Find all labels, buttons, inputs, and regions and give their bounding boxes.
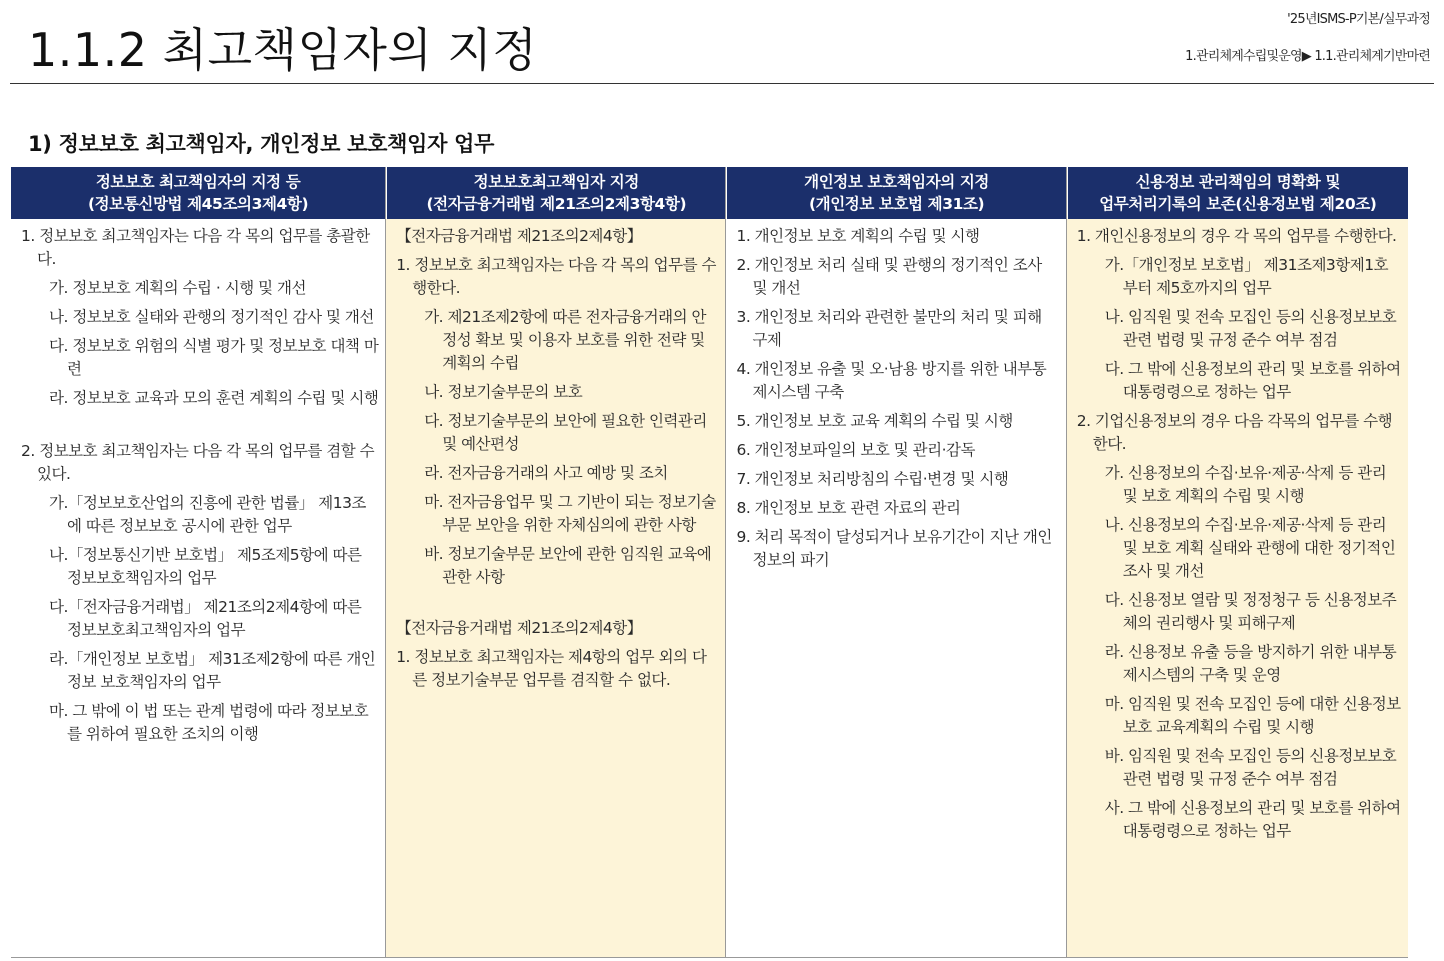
- course-label: '25년ISMS-P기본/실무과정: [1287, 12, 1430, 27]
- column-header: [386, 167, 725, 219]
- column-cpo-privacy-act: [725, 167, 1065, 957]
- sub-list-item: 가. 제21조제2항에 따른 전자금융거래의 안정성 확보 및 이용자 보호를 위한 전략 및 계획의 수립: [424, 308, 706, 372]
- law-reference: 【전자금융거래법 제21조의2제4항】: [396, 619, 642, 637]
- column-credit-info-act: [1066, 167, 1408, 957]
- sub-list-item: 마. 전자금융업무 및 그 기반이 되는 정보기술부문 보안을 위한 자체심의에 관한 사항: [424, 493, 716, 534]
- column-header-line: 정보보호 최고책임자의 지정 등: [95, 173, 301, 191]
- sub-list-item: 나. 정보보호 실태와 관행의 정기적인 감사 및 개선: [49, 308, 374, 326]
- sub-list-item: 나.「정보통신기반 보호법」 제5조제5항에 따른 정보보호책임자의 업무: [49, 546, 362, 587]
- spacer: [396, 595, 719, 617]
- list-item: 9. 처리 목적이 달성되거나 보유기간이 지난 개인정보의 파기: [736, 528, 1052, 569]
- list-item: 1. 정보보호 최고책임자는 다음 각 목의 업무를 수행한다.: [396, 256, 716, 297]
- column-header-line: 신용정보 관리책임의 명확화 및: [1135, 173, 1341, 191]
- column-header: [726, 167, 1065, 219]
- sub-list-item: 마. 그 밖에 이 법 또는 관계 법령에 따라 정보보호를 위하여 필요한 조치의 이행: [49, 702, 369, 743]
- sub-list-item: 나. 임직원 및 전속 모집인 등의 신용정보보호 관련 법령 및 규정 준수 여부 점검: [1104, 308, 1397, 349]
- list-item: 1. 정보보호 최고책임자는 제4항의 업무 외의 다른 정보기술부문 업무를 겸직할 수 없다.: [396, 648, 707, 689]
- list-item: 2. 기업신용정보의 경우 다음 각목의 업무를 수행한다.: [1076, 412, 1393, 453]
- list-item: 3. 개인정보 처리와 관련한 불만의 처리 및 피해 구제: [736, 308, 1042, 349]
- sub-list-item: 나. 신용정보의 수집·보유·제공·삭제 등 관리 및 보호 계획 실태와 관행에 대한 정기적인 조사 및 개선: [1104, 516, 1396, 580]
- column-header-line: 정보보호최고책임자 지정: [473, 173, 639, 191]
- spacer: [21, 416, 379, 440]
- breadcrumb: 1.관리체계수립및운영▶ 1.1.관리체계기반마련: [1185, 49, 1430, 64]
- sub-list-item: 사. 그 밖에 신용정보의 관리 및 보호를 위하여 대통령령으로 정하는 업무: [1104, 799, 1401, 840]
- column-header-line: (정보통신망법 제45조의3제4항): [87, 195, 309, 213]
- list-item: 4. 개인정보 유출 및 오·남용 방지를 위한 내부통제시스템 구축: [736, 360, 1047, 401]
- sub-list-item: 다. 정보보호 위험의 식별 평가 및 정보보호 대책 마련: [49, 337, 379, 378]
- law-reference: 【전자금융거래법 제21조의2제4항】: [396, 227, 642, 245]
- list-item: 8. 개인정보 보호 관련 자료의 관리: [736, 499, 961, 517]
- column-ciso-network-act: [11, 167, 385, 957]
- sub-list-item: 가. 신용정보의 수집·보유·제공·삭제 등 관리 및 보호 계획의 수립 및 시행: [1104, 464, 1387, 505]
- sub-list-item: 바. 임직원 및 전속 모집인 등의 신용정보보호 관련 법령 및 규정 준수 여부 점검: [1104, 747, 1397, 788]
- list-item: 2. 정보보호 최고책임자는 다음 각 목의 업무를 겸할 수 있다.: [21, 442, 375, 483]
- list-item: 1. 개인신용정보의 경우 각 목의 업무를 수행한다.: [1076, 227, 1397, 245]
- column-header: [11, 167, 385, 219]
- sub-list-item: 가.「개인정보 보호법」 제31조제3항제1호부터 제5호까지의 업무: [1104, 256, 1389, 297]
- list-item: 2. 개인정보 처리 실태 및 관행의 정기적인 조사 및 개선: [736, 256, 1042, 297]
- column-body: [726, 219, 1065, 957]
- list-item: 1. 정보보호 최고책임자는 다음 각 목의 업무를 총괄한다.: [21, 227, 370, 268]
- column-ciso-finance-act: [385, 167, 725, 957]
- column-header-line: 개인정보 보호책임자의 지정: [804, 173, 990, 191]
- sub-list-item: 가.「정보보호산업의 진흥에 관한 법률」 제13조에 따른 정보보호 공시에 관한 업무: [49, 494, 366, 535]
- sub-list-item: 바. 정보기술부문 보안에 관한 임직원 교육에 관한 사항: [424, 545, 712, 586]
- list-item: 5. 개인정보 보호 교육 계획의 수립 및 시행: [736, 412, 1013, 430]
- sub-list-item: 다.「전자금융거래법」 제21조의2제4항에 따른 정보보호최고책임자의 업무: [49, 598, 362, 639]
- sub-list-item: 라. 신용정보 유출 등을 방지하기 위한 내부통제시스템의 구축 및 운영: [1104, 643, 1397, 684]
- sub-list-item: 가. 정보보호 계획의 수립 · 시행 및 개선: [49, 279, 306, 297]
- list-item: 6. 개인정보파일의 보호 및 관리·감독: [736, 441, 975, 459]
- section-title: 1) 정보보호 최고책임자, 개인정보 보호책임자 업무: [28, 132, 495, 156]
- sub-list-item: 다. 그 밖에 신용정보의 관리 및 보호를 위하여 대통령령으로 정하는 업무: [1104, 360, 1401, 401]
- column-body: [11, 219, 385, 957]
- sub-list-item: 마. 임직원 및 전속 모집인 등에 대한 신용정보보호 교육계획의 수립 및 시행: [1104, 695, 1401, 736]
- sub-list-item: 다. 신용정보 열람 및 정정청구 등 신용정보주체의 권리행사 및 피해구제: [1104, 591, 1397, 632]
- sub-list-item: 나. 정보기술부문의 보호: [424, 383, 583, 401]
- sub-list-item: 라.「개인정보 보호법」 제31조제2항에 따른 개인정보 보호책임자의 업무: [49, 650, 376, 691]
- list-item: 7. 개인정보 처리방침의 수립·변경 및 시행: [736, 470, 1009, 488]
- duties-table: [11, 167, 1408, 958]
- column-body: [386, 219, 725, 957]
- sub-list-item: 라. 정보보호 교육과 모의 훈련 계획의 수립 및 시행: [49, 389, 379, 407]
- sub-list-item: 라. 전자금융거래의 사고 예방 및 조치: [424, 464, 668, 482]
- header-divider: [10, 83, 1434, 84]
- list-item: 1. 개인정보 보호 계획의 수립 및 시행: [736, 227, 980, 245]
- column-header-line: 업무처리기록의 보존(신용정보법 제20조): [1099, 195, 1377, 213]
- column-header: [1067, 167, 1408, 219]
- column-header-line: (개인정보 보호법 제31조): [808, 195, 985, 213]
- column-header-line: (전자금융거래법 제21조의2제3항4항): [426, 195, 687, 213]
- sub-list-item: 다. 정보기술부문의 보안에 필요한 인력관리 및 예산편성: [424, 412, 707, 453]
- column-body: [1067, 219, 1408, 957]
- page-title: 1.1.2 최고책임자의 지정: [28, 23, 538, 77]
